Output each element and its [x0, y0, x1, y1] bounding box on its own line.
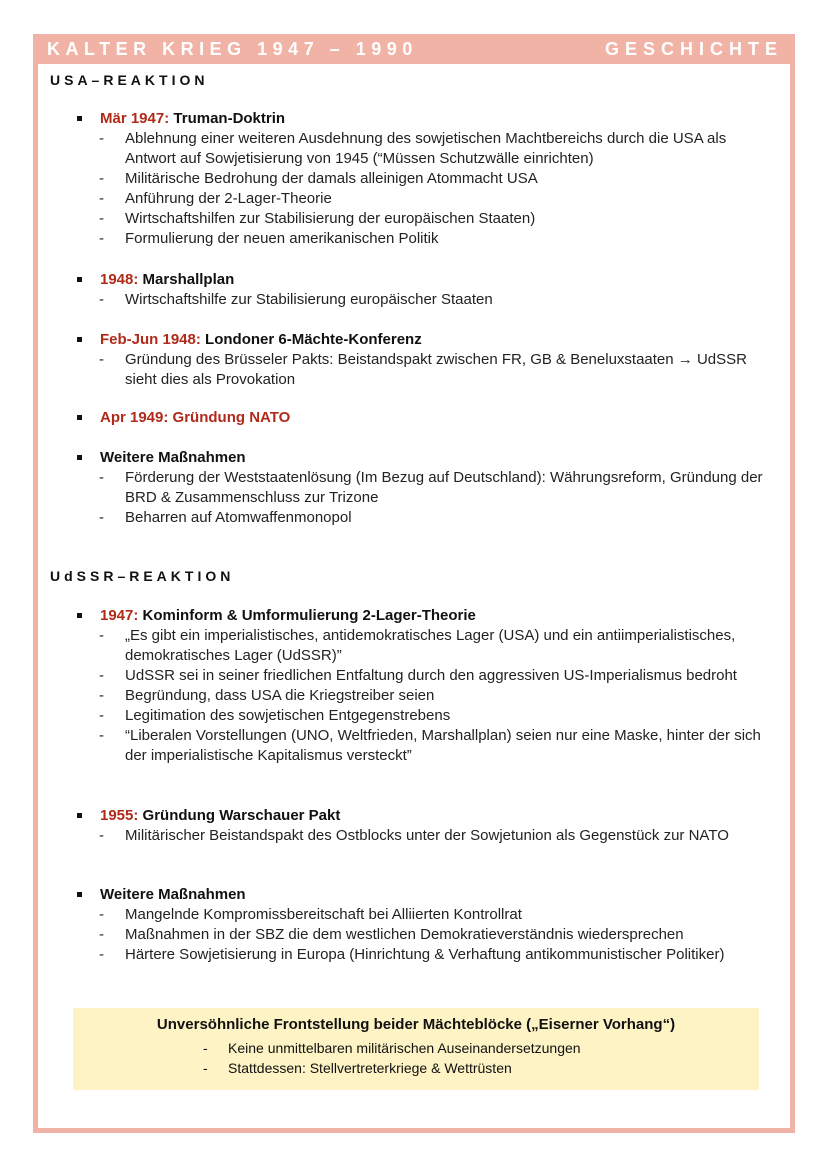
sub-list	[75, 826, 775, 846]
item-label: Weitere Maßnahmen	[100, 886, 246, 903]
list-item: - Militärische Bedrohung der damals alleinigen Atommacht USA	[99, 170, 538, 187]
usa-item-truman	[75, 109, 775, 249]
summary-title: Unversöhnliche Frontstellung beider Mächteblöcke („Eiserner Vorhang“)	[156, 1016, 676, 1033]
usa-item-london-conference	[75, 330, 775, 390]
item-label: Weitere Maßnahmen	[100, 449, 246, 466]
item-label: Kominform & Umformulierung 2-Lager-Theorie	[142, 607, 476, 624]
sub-list	[75, 905, 775, 965]
list-item: - „Es gibt ein imperialistisches, antidemokratisches Lager (USA) und ein antiimperialistisches, demokratisches Lager (UdSSR)”	[99, 627, 736, 664]
bullet-square-icon	[77, 892, 82, 897]
summary-list	[203, 1038, 581, 1078]
list-item: - Formulierung der neuen amerikanischen Politik	[99, 230, 439, 247]
sub-list	[75, 626, 775, 766]
bullet-square-icon	[77, 415, 82, 420]
sub-list	[75, 129, 775, 249]
item-label: Marshallplan	[142, 271, 235, 288]
item-date: Mär 1947:	[100, 110, 170, 127]
usa-item-nato	[75, 408, 775, 428]
bullet-square-icon	[77, 116, 82, 121]
bullet-square-icon	[77, 277, 82, 282]
item-heading	[75, 885, 775, 905]
list-item: - Förderung der Weststaatenlösung (Im Bezug auf Deutschland): Währungsreform, Gründung der BRD & Zusammenschluss zur Trizone	[99, 469, 763, 506]
item-label: Londoner 6-Mächte-Konferenz	[205, 331, 422, 348]
list-item: - Ablehnung einer weiteren Ausdehnung des sowjetischen Machtbereichs durch die USA als Antwort auf Sowjetisierung von 1945 (“Müssen Schutzwälle einrichten)	[99, 130, 727, 167]
list-item: - UdSSR sei in seiner friedlichen Entfaltung durch den aggressiven US-Imperialismus bedroht	[99, 667, 737, 684]
usa-item-marshallplan	[75, 270, 775, 310]
item-date: 1955:	[100, 807, 139, 824]
item-heading	[75, 109, 775, 129]
usa-item-further-measures	[75, 448, 775, 528]
summary-box	[73, 1008, 759, 1090]
bullet-square-icon	[77, 455, 82, 460]
list-item: - Anführung der 2-Lager-Theorie	[99, 190, 332, 207]
list-item: - Militärischer Beistandspakt des Ostblocks unter der Sowjetunion als Gegenstück zur NATO	[99, 827, 729, 844]
item-heading	[75, 806, 775, 826]
item-heading	[75, 408, 775, 428]
bullet-square-icon	[77, 813, 82, 818]
item-label: Gründung NATO	[172, 409, 291, 426]
list-item: - Mangelnde Kompromissbereitschaft bei Alliierten Kontrollrat	[99, 906, 522, 923]
item-date: 1948:	[100, 271, 139, 288]
udssr-item-further-measures	[75, 885, 775, 965]
list-item: - Begründung, dass USA die Kriegstreiber seien	[99, 687, 435, 704]
list-item: - Maßnahmen in der SBZ die dem westlichen Demokratieverständnis wiedersprechen	[99, 926, 684, 943]
item-date: 1947:	[100, 607, 139, 624]
page-header	[33, 34, 795, 64]
item-heading	[75, 606, 775, 626]
udssr-item-warsaw-pact	[75, 806, 775, 846]
item-date: Feb-Jun 1948:	[100, 331, 201, 348]
list-item: - Gründung des Brüsseler Pakts: Beistandspakt zwischen FR, GB & Beneluxstaaten → UdSSR sieht dies als Provokation	[99, 351, 747, 388]
item-label: Gründung Warschauer Pakt	[142, 807, 341, 824]
sub-list	[75, 350, 775, 390]
list-item: - Beharren auf Atomwaffenmonopol	[99, 509, 352, 526]
list-item: - Wirtschaftshilfen zur Stabilisierung der europäischen Staaten)	[99, 210, 536, 227]
sub-list	[75, 290, 775, 310]
udssr-item-kominform	[75, 606, 775, 766]
item-heading	[75, 330, 775, 350]
item-label: Truman-Doktrin	[173, 110, 286, 127]
section-title-usa: USA–REAKTION	[50, 72, 209, 88]
list-item: - Wirtschaftshilfe zur Stabilisierung europäischer Staaten	[99, 291, 493, 308]
bullet-square-icon	[77, 613, 82, 618]
sub-list	[75, 468, 775, 528]
list-item: - Stattdessen: Stellvertreterkriege & Wettrüsten	[203, 1060, 512, 1076]
document-title: KALTER KRIEG 1947 – 1990	[47, 39, 418, 59]
section-title-udssr: UdSSR–REAKTION	[50, 568, 235, 584]
list-item: - “Liberalen Vorstellungen (UNO, Weltfrieden, Marshallplan) seien nur eine Maske, hinter der sich der imperialistische Kapitalismus versteckt”	[99, 727, 761, 764]
subject-label: GESCHICHTE	[604, 39, 783, 59]
item-date: Apr 1949:	[100, 409, 169, 426]
list-item: - Legitimation des sowjetischen Entgegenstrebens	[99, 707, 451, 724]
item-heading	[75, 448, 775, 468]
list-item: - Härtere Sowjetisierung in Europa (Hinrichtung & Verhaftung antikommunistischer Politiker)	[99, 946, 725, 963]
list-item: - Keine unmittelbaren militärischen Auseinandersetzungen	[203, 1040, 581, 1056]
item-heading	[75, 270, 775, 290]
bullet-square-icon	[77, 337, 82, 342]
